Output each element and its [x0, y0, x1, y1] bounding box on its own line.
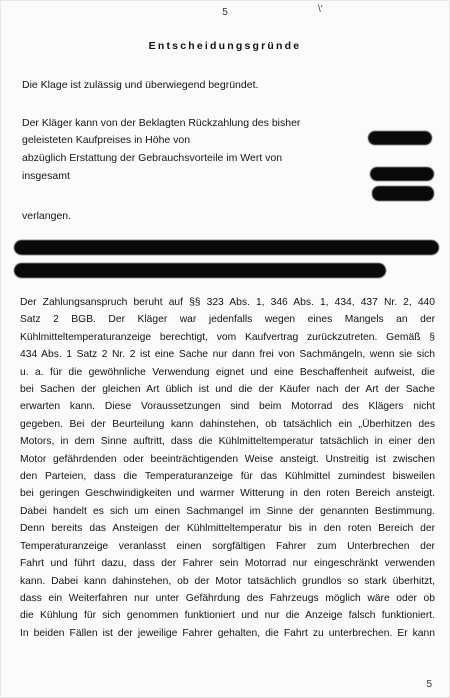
claim-line-4: insgesamt: [22, 170, 70, 182]
body-line: Dabei handelt es sich um einen Sachmangel im Sinne der genannten Bestimmung.: [20, 505, 435, 517]
body-line: Motors, in dem Sinne auftritt, dass die Kühlmitteltemperatur tatsächlich in einer den: [20, 436, 435, 448]
body-line: Kühlmitteltemperaturanzeige berechtigt, vom Kaufvertrag zurückzutreten. Gemäß §: [20, 331, 435, 343]
body-line: Denn bereits das Ansteigen der Kühlmitteltemperatur bis in den roten Bereich der: [20, 523, 435, 535]
body-line: Der Zahlungsanspruch beruht auf §§ 323 Abs. 1, 346 Abs. 1, 434, 437 Nr. 2, 440: [20, 297, 435, 308]
corner-mark: \': [318, 4, 323, 15]
section-heading: Entscheidungsgründe: [148, 40, 302, 52]
claim-line-2: geleisteten Kaufpreises in Höhe von: [22, 134, 191, 146]
redaction-amount-3: [372, 186, 434, 201]
redaction-amount-1: [368, 131, 432, 145]
redaction-amount-2: [370, 167, 434, 181]
body-line: bei geringen Geschwindigkeiten und warmer Witterung in den roten Bereich ansteigt.: [20, 488, 435, 500]
redaction-bar-2: [14, 263, 386, 278]
body-line: kann. Dabei kann dahinstehen, ob der Motor tatsächlich grundlos so stark überhitzt,: [20, 575, 435, 587]
body-line: Motor gefährdenden oder beeinträchtigenden Weise ansteigt. Unstreitig ist zwischen: [20, 453, 435, 465]
body-line: Temperaturanzeige veranlasst einen sorgfältigen Fahrer zum Unterbrechen der: [20, 540, 435, 552]
page-number-top: 5: [222, 7, 228, 18]
closing-line: verlangen.: [22, 210, 72, 222]
body-line: die Kühlung für sich genommen funktioniert und nur die Anzeige falsch funktioniert.: [20, 610, 435, 622]
redaction-bar-1: [14, 240, 439, 255]
body-line: 434 Abs. 1 Satz 2 Nr. 2 ist eine Sache nur dann frei von Sachmängeln, wenn sie sich: [20, 349, 435, 361]
body-line: dass ein Weiterfahren nur unter Gefährdung des Fahrzeugs möglich wäre oder ob: [20, 592, 435, 604]
intro-paragraph: Die Klage ist zulässig und überwiegend begründet.: [22, 79, 259, 91]
body-line: Fahrt und führt dazu, dass der Fahrer sein Motorrad nur eingeschränkt verwenden: [20, 558, 435, 570]
body-line: bei Sachen der gleichen Art üblich ist und die der Käufer nach der Art der Sache: [20, 384, 435, 396]
claim-line-1: Der Kläger kann von der Beklagten Rückzahlung des bisher: [22, 117, 301, 129]
body-line: den Parteien, dass die Temperaturanzeige für das Kühlmittel zumindest bisweilen: [20, 471, 435, 483]
body-line: erwarten kann. Diese Voraussetzungen sind beim Motorrad des Klägers nicht: [20, 401, 435, 413]
body-line: gegeben. Bei der Beurteilung kann dahinstehen, ob tatsächlich ein „Überhitzen des: [20, 418, 435, 430]
body-line: In beiden Fällen ist der jeweilige Fahrer gehalten, die Fahrt zu unterbrechen. Er kann: [20, 627, 435, 639]
page-number-bottom: 5: [426, 679, 432, 690]
body-line: Satz 2 BGB. Der Kläger war jedenfalls wegen eines Mangels an der: [20, 314, 435, 326]
reasoning-paragraph: [20, 294, 435, 642]
claim-line-3: abzüglich Erstattung der Gebrauchsvorteile im Wert von: [22, 152, 283, 164]
body-line: u. a. für die gewöhnliche Verwendung eignet und eine Beschaffenheit aufweist, die: [20, 366, 435, 378]
